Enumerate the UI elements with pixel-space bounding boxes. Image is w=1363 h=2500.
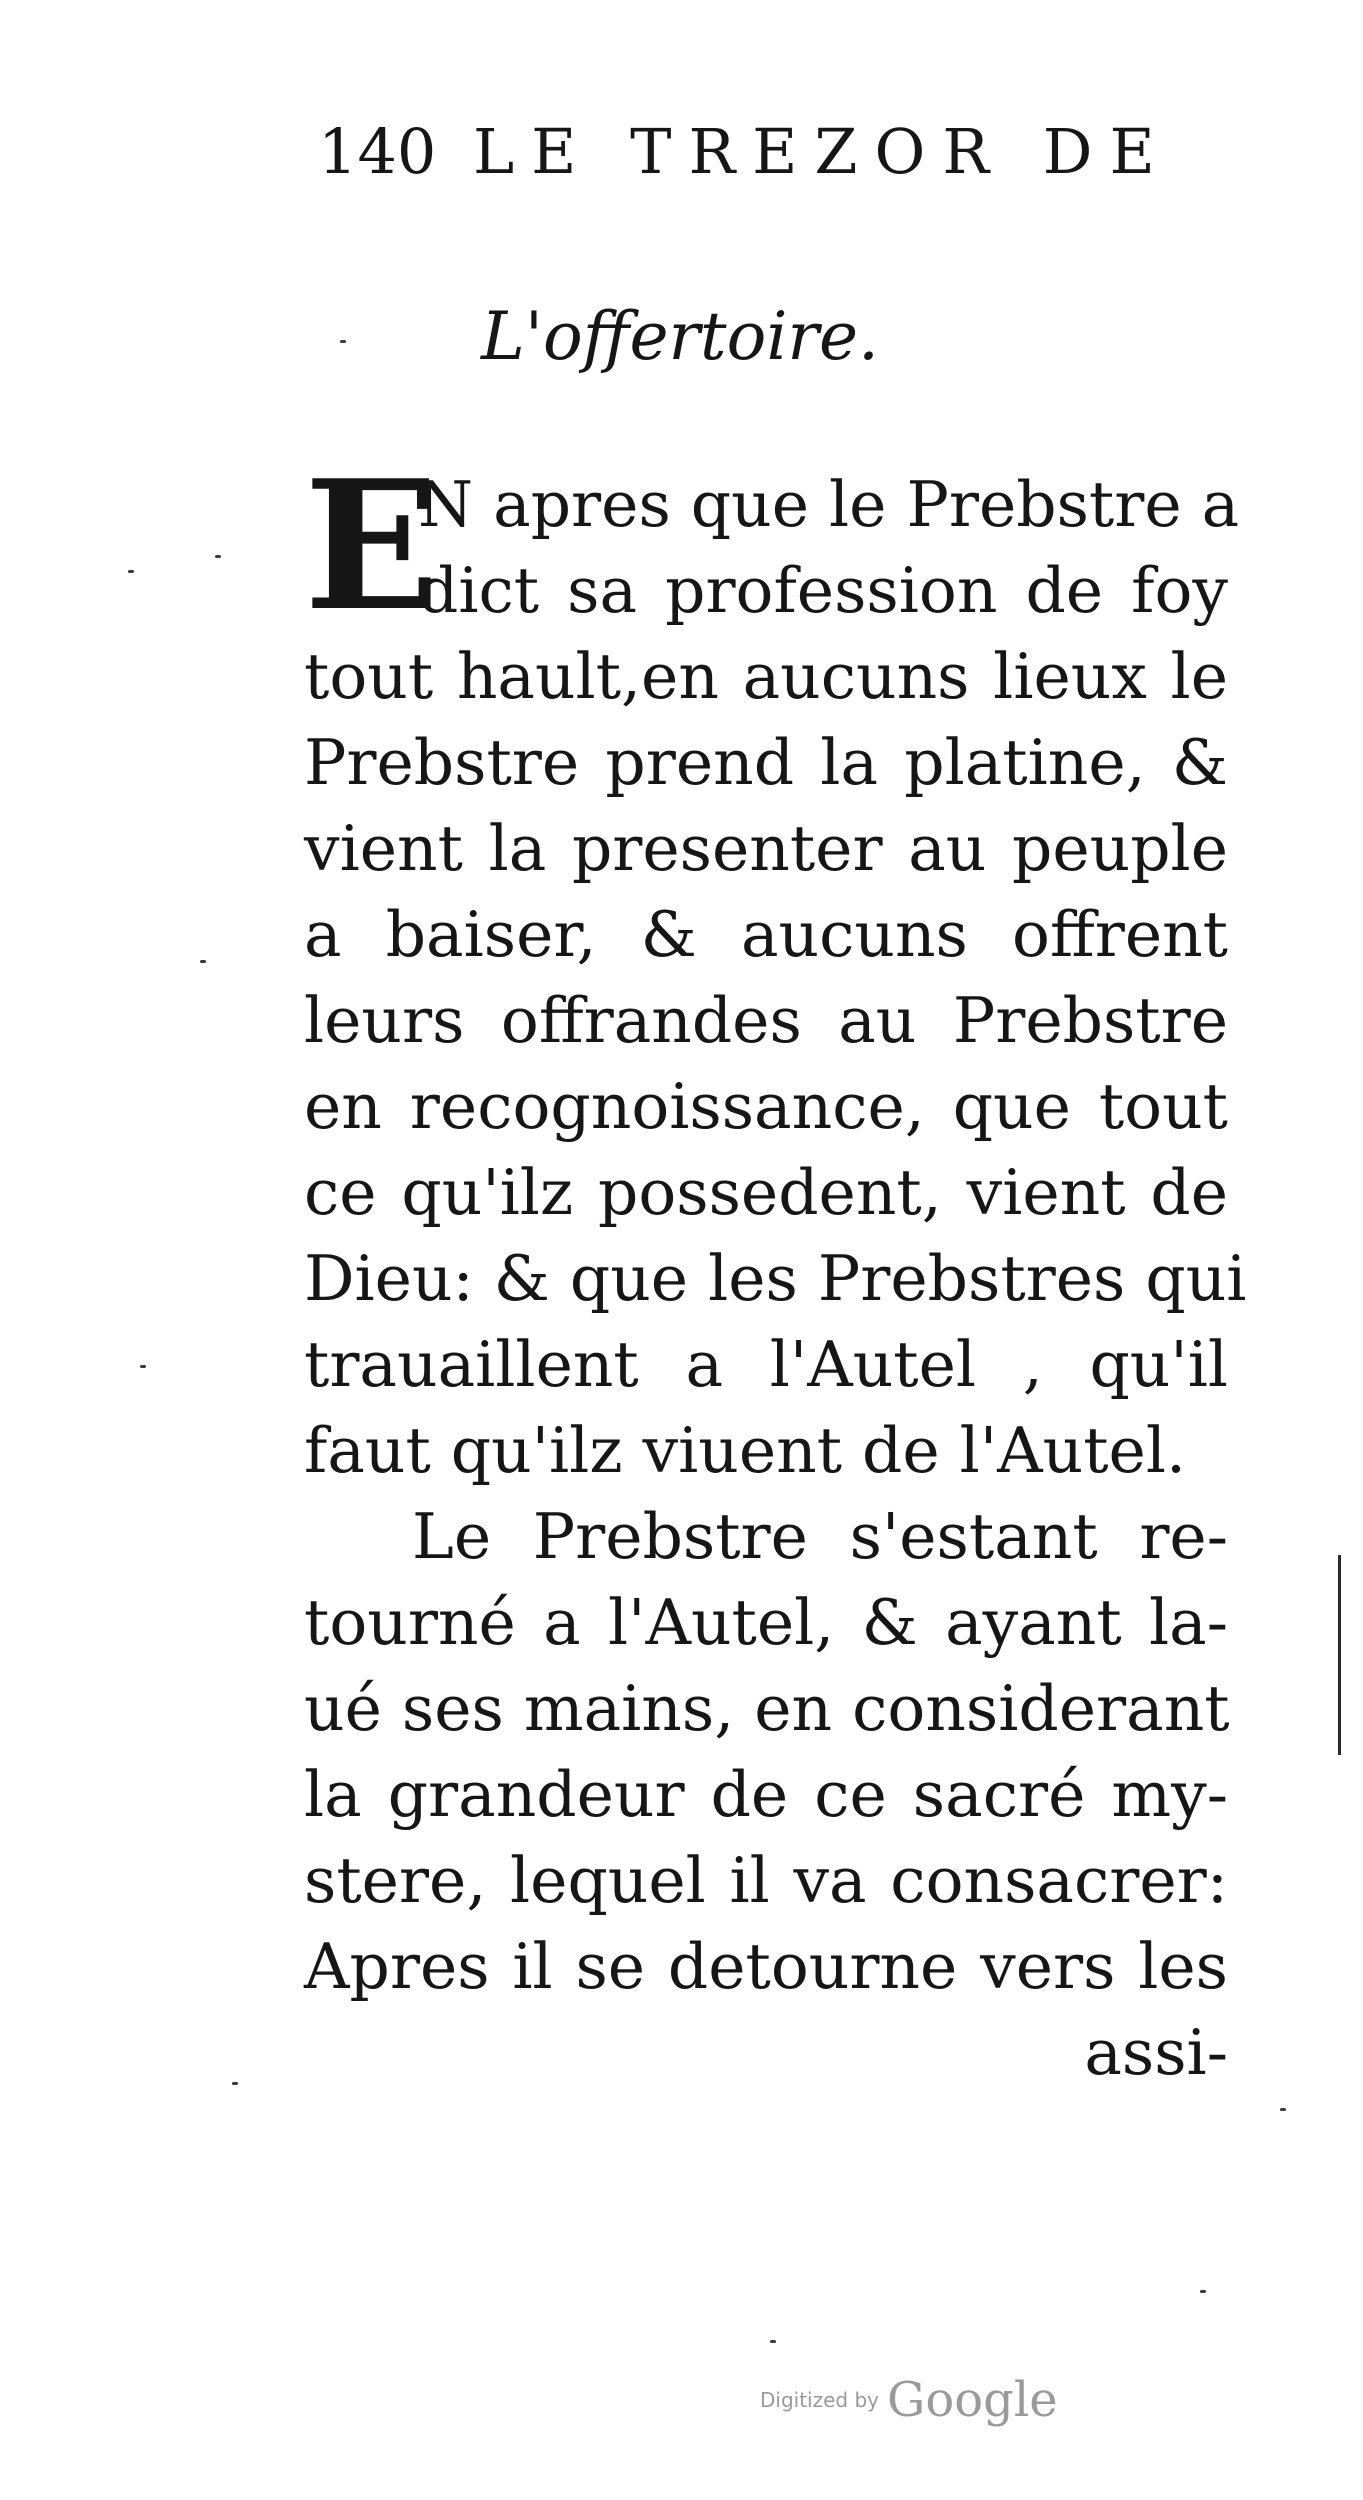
ink-speck (128, 570, 134, 573)
text-line: vient la presenter au peuple (304, 812, 1228, 885)
text-line: leurs offrandes au Prebstre (304, 984, 1228, 1057)
running-head (318, 112, 1218, 192)
running-title: LE TREZOR DE (473, 115, 1172, 188)
text-line: ué ses mains, en considerant (304, 1672, 1230, 1745)
text-line: la grandeur de ce sacré my- (304, 1758, 1228, 1831)
page-number: 140 (318, 115, 437, 188)
catchword: assi- (1084, 2016, 1228, 2089)
ink-speck (770, 2340, 776, 2343)
body-text (304, 441, 1247, 2096)
text-line: Prebstre prend la platine, & (304, 726, 1228, 799)
text-line: tourné a l'Autel, & ayant la- (304, 1586, 1228, 1659)
ink-speck (215, 555, 221, 558)
google-label: Google (887, 2372, 1058, 2428)
drop-cap: E (304, 441, 440, 650)
ink-speck (340, 340, 346, 343)
text-line: faut qu'ilz viuent de l'Autel. (304, 1414, 1186, 1487)
ink-speck (200, 960, 206, 963)
ink-speck (232, 2082, 238, 2085)
text-line: stere, lequel il va consacrer: (304, 1844, 1228, 1917)
text-line: tout hault,en aucuns lieux le (304, 640, 1228, 713)
ink-speck (1200, 2290, 1206, 2293)
text-line: ce qu'ilz possedent, vient de (304, 1156, 1228, 1229)
text-line: dict sa profession de foy (418, 554, 1228, 627)
text-line: Dieu: & que les Prebstres qui (304, 1242, 1247, 1315)
ink-speck (140, 1365, 146, 1368)
text-line: trauaillent a l'Autel , qu'il (304, 1328, 1228, 1401)
ink-speck (1280, 2108, 1286, 2111)
digitization-watermark (760, 2372, 1060, 2442)
text-line: Apres il se detourne vers les (304, 1930, 1228, 2003)
text-line: a baiser, & aucuns offrent (304, 898, 1228, 971)
text-line: en recognoissance, que tout (304, 1070, 1228, 1143)
edge-mark (1338, 1555, 1341, 1755)
digitized-label: Digitized by (760, 2388, 879, 2412)
text-line: Le Prebstre s'estant re- (412, 1500, 1228, 1573)
section-title: L'offertoire. (480, 298, 880, 375)
text-line: N apres que le Prebstre a (418, 468, 1240, 541)
